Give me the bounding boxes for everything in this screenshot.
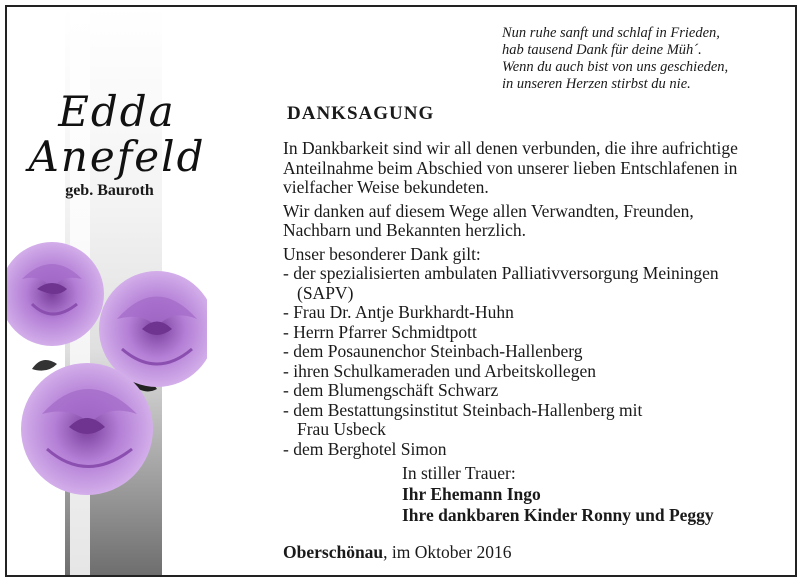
obituary-card (5, 5, 797, 577)
heading-danksagung: DANKSAGUNG (287, 103, 435, 124)
rose-bottom (21, 363, 153, 495)
deceased-first-name: Edda (58, 87, 176, 136)
place-and-date (283, 542, 511, 563)
thanks-list-item: - Frau Dr. Antje Burkhardt-Huhn (283, 302, 514, 322)
poem (502, 25, 792, 93)
thanks-list-item: (SAPV) (297, 282, 354, 303)
paragraph-line: Anteilnahme beim Abschied von unserer lieben Entschlafenen in (283, 157, 738, 178)
paragraph-line: Wir danken auf diesem Wege allen Verwandten, Freunden, (283, 200, 694, 221)
special-thanks-intro: Unser besonderer Dank gilt: (283, 243, 481, 264)
poem-line: Wenn du auch bist von uns geschieden, (502, 59, 729, 75)
deceased-last-name: Anefeld (28, 132, 206, 181)
paragraph-line: In Dankbarkeit sind wir all denen verbunden, die ihre aufrichtige (283, 138, 738, 158)
place-town: Oberschönau (283, 542, 384, 562)
thanks-list-item: - dem Posaunenchor Steinbach-Hallenberg (283, 341, 583, 361)
place-date: , im Oktober 2016 (383, 542, 512, 562)
paragraph-line: vielfacher Weise bekundeten. (283, 177, 489, 197)
mourning-intro: In stiller Trauer: (402, 463, 516, 483)
thanks-list-item: - dem Blumengschäft Schwarz (283, 380, 499, 400)
leaf-icon (32, 360, 57, 371)
thanks-list-item: Frau Usbeck (297, 419, 386, 439)
thanks-list-item: - Herrn Pfarrer Schmidtpott (283, 321, 477, 342)
poem-line: hab tausend Dank für deine Müh´. (502, 42, 702, 58)
mourner-children: Ihre dankbaren Kinder Ronny und Peggy (402, 505, 714, 525)
paragraph-line: Nachbarn und Bekannten herzlich. (283, 220, 526, 240)
poem-line: in unseren Herzen stirbst du nie. (502, 76, 691, 92)
thanks-list-item: - ihren Schulkameraden und Arbeitskollegen (283, 360, 596, 381)
rose-top-left (7, 242, 104, 346)
mourning-block (402, 463, 714, 526)
purple-roses-image (7, 239, 207, 504)
thanks-list-item: - dem Berghotel Simon (283, 438, 447, 459)
mourner-spouse: Ihr Ehemann Ingo (402, 484, 541, 504)
poem-line: Nun ruhe sanft und schlaf in Frieden, (502, 25, 720, 41)
thanks-list-item: - der spezialisierten ambulaten Palliativversorgung Meiningen (283, 263, 719, 283)
thanks-body (283, 139, 788, 459)
maiden-name: geb. Bauroth (65, 182, 154, 199)
thanks-list-item: - dem Bestattungsinstitut Steinbach-Hallenberg mit (283, 399, 643, 420)
